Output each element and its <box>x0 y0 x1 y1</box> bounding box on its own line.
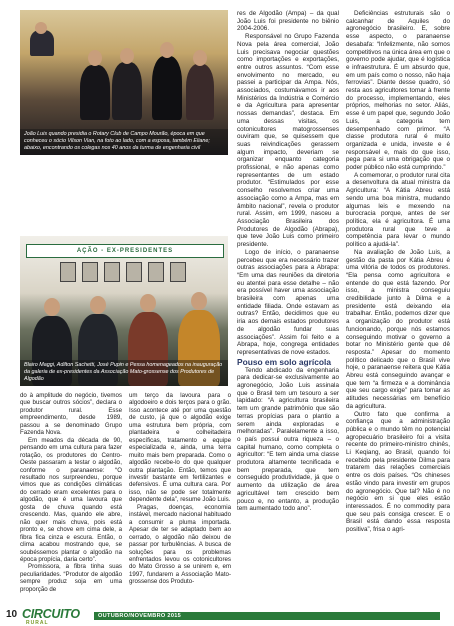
article-column-3 <box>237 10 339 513</box>
photo-caption: João Luis quando presidia o Rotary Club de Campo Mourão, época em que conheceu o sócio Vilson Vian, na foto ao lado, com a esposa, também Eliane; abaixo, encontrando os colegas nos 40 anos da turma de engenharia civil <box>20 129 228 155</box>
paragraph: Pragas, doenças, economia instável, mercado nacional habituado a consumir a pluma importada. Apesar de ter se adaptado bem ao cerrado, o algodão não deixou de passar por turbulências. A busca de soluções para os problemas enfrentados levou os cotonicultores do Mato Grosso a se unirem e, em 1997, fundarem a Associação Mato-grossense dos Produto- <box>129 503 231 586</box>
page-footer <box>0 606 454 626</box>
photo-banner: AÇÃO - EX-PRESIDENTES <box>26 244 224 258</box>
paragraph: Logo de início, o paranaense percebeu que era necessário trazer outras associações para a Abrapa: “Em uma das reuniões da diretoria eu atentei para esse detalhe – não era possível haver uma associação brasileira com apenas uma entidade filiada. Onde estavam as outras? Então, decidimos que eu iria aos demais estados produtores de algodão fundar suas associações”. Assim foi feito e a Abrapa, hoje, congrega entidades representativas de nove estados. <box>237 248 339 356</box>
portrait-frame <box>148 262 164 282</box>
photo-figure <box>80 65 110 120</box>
paragraph: do à amplitude do negócio, tivemos que buscar outros sócios”, declara o produtor rural. Esse empreendimento, desde 1989, passou a se denominado Grupo Fazenda Nova. <box>20 392 122 437</box>
photo-caption: Blairo Maggi, Adilton Sachetti, José Pupin e Pessa homenageados na inauguração da galeria de ex-presidentes da Associação Mato-grossense dos Produtores de Algodão <box>20 360 228 386</box>
paragraph: um terço da lavoura para o algodoeiro e dois terços para o grão. Isso acontece até por uma questão de custo, já que o algodão exige uma estrutura bem própria, com plantadeira e colheitadeira específicas, tratamento e equipe especializada e, ainda, uma terra muito mais bem preparada. Como o algodão recebe-lo do que qualquer outra plantação. Então, temos que investir bastante em fertilizantes e defensivos. É uma cultura cara. Por isso, não se pode ser totalmente dependente dela”, resume João Luis. <box>129 392 231 504</box>
paragraph: Na avaliação de João Luis, a gestão da pasta por Kátia Abreu é uma vitória de todos os produtores. “Ela pensa como agricultora e entende do que está fazendo. Por isso, a ministra conseguiu credibilidade junto à Dilma e a presidente está deixando ela trabalhar. Então, podemos dizer que a organização do produtor está funcionando, porque nós estamos conseguindo motivar o governo a botar no Ministério gente que dê resposta.” Apesar do momento político delicado que o Brasil vive hoje, o paranaense reitera que Kátia Abreu está conseguindo avançar e que tem “a firmeza e a dominância que seu cargo exige” para tomar as atitudes necessárias em benefício da agricultura. <box>346 248 450 410</box>
paragraph: Deficiências estruturais são o calcanhar de Aquiles do agronegócio brasileiro. E, sobre esse aspecto, o paranaense desabafa: “Infelizmente, não somos competitivos na única área em que o governo pode ajudar, que é logística e infraestrutura. É um absurdo que, em um país como o nosso, não haja ferrovias”. Diante desse quadro, só resta aos agricultores tomar à frente do processo, implementando, eles próprios, melhorias no setor. Aliás, esse é um papel que, segundo João Luis, a categoria tem desempenhado com primor. “A classe produtora rural é muito organizada e unida, investe e é responsável e, mais do que isso, pega para si uma obrigação que o poder público não está cumprindo.” <box>346 10 450 172</box>
logo-subtext: RURAL <box>26 620 49 626</box>
logo-text: CIRCUITO <box>22 607 80 621</box>
paragraph: Promissora, a fibra tinha suas peculiaridades. “Produtor de algodão sempre produz soja em uma proporção de <box>20 563 122 593</box>
paragraph: Outro fato que confirma a confiança que a administração pública e o mundo têm no potencial agropecuário brasileiro foi a visita recente do primeiro-ministro chinês, Li Keqiang, ao Brasil, quando foi recebido pela presidente Dilma para tratarem das relações comerciais entre os dois países. “Os chineses estão vindo para investir em grupos do agronegócio. Que tal? Não é no negócio em si que eles estão interessados. É no commodity para que seu país consiga crescer. E o Brasil está dando essa resposta positiva”, frisa o agri- <box>346 410 450 534</box>
paragraph: Responsável no Grupo Fazenda Nova pela área comercial, João Luis precisava negociar questões como importações e exportações, entre outros assuntos. “Com esse envolvimento no mercado, eu passei a participar da Ampa. Nós, associados, costumávamos ir aos Ministérios da Indústria e Comércio e da Agricultura para apresentar nossas demandas”, destaca. Em uma dessas visitas, os cotonicultores matogrossenses ouviram que, se quisessem que suas reivindicações gerassem algum impacto, deveriam se organizar enquanto categoria profissional, e não apenas como representantes de um estado produtor. “Estimulados por esse conselho resolvemos criar uma associação como a Ampa, mas em âmbito nacional”, revela o produtor rural. Assim, em 1999, nasceu a Associação Brasileira dos Produtores de Algodão (Abrapa), que teve João Luis como primeiro presidente. <box>237 33 339 249</box>
paragraph: A comemorar, o produtor rural cita a desenvoltura da atual ministra da Agricultura: “A Kátia Abreu está sendo uma boa ministra, mudando algumas leis e mexendo na burocracia porque, antes de ser política, ela é agricultora. É uma produtora rural que teve a competência para levar o mundo político a ajudá-la”. <box>346 171 450 249</box>
portrait-frame <box>104 262 120 282</box>
edition-date: OUTUBRO/NOVEMBRO 2015 <box>98 613 182 619</box>
portrait-frame <box>82 262 98 282</box>
portrait-frame <box>170 262 186 282</box>
photo-rotary <box>20 10 228 155</box>
photo-figure <box>112 62 142 120</box>
photo-face <box>120 48 134 64</box>
magazine-logo <box>22 607 80 626</box>
photo-face <box>44 298 60 316</box>
article-column-4 <box>346 10 450 534</box>
photo-face <box>191 292 207 310</box>
photo-face <box>160 42 174 58</box>
article-column-2 <box>129 392 231 586</box>
photo-face <box>88 50 102 66</box>
photo-ex-presidents <box>20 236 228 386</box>
section-subheading: Pouso em solo agrícola <box>237 356 332 367</box>
paragraph: Tendo abdicado da engenharia para dedicar-se exclusivamente ao agronegócio, João Luis assinala que o Brasil tem um tesouro a ser lapidado: “A agricultura brasileira tem um grande patrimônio que são terras propícias para o plantio a serem ainda exploradas e melhoradas”. Paralelamente a isso, o país possui outra riqueza – o capital humano, como completa o agricultor: “E tem ainda uma classe produtora altamente tecnificada e bem preparada, que tem conseguido produtividade, já que o aumento da utilização de área agricultável tem crescido bem pouco e, no entanto, a produção tem aumentado todo ano”. <box>237 366 339 513</box>
article-column-1 <box>20 392 122 593</box>
photo-face <box>193 50 207 66</box>
photo-figure <box>186 64 214 120</box>
photo-face <box>90 296 106 314</box>
paragraph: Em meados da década de 90, pensando em uma cultura para fazer rotação, os produtores do Centro-Oeste passaram a testar o algodão, conforme o paranaense: “O resultado nos surpreendeu, porque vimos que as condições climáticas do cerrado eram excelentes para o algodão, que é uma lavoura que gosta de chuva quando está crescendo. Mas, quando ele abre, não quer mais chuva, pois está pronto e, se chove em cima dele, a fibra fica cinza e escura. Então, o clima acabou mostrando que, se soubéssemos plantar o algodão na época propícia, daria certo”. <box>20 436 122 563</box>
portrait-frame <box>126 262 142 282</box>
photo-figure <box>152 56 182 120</box>
portrait-frame <box>60 262 76 282</box>
page-number: 10 <box>6 609 18 620</box>
photo-face <box>140 294 156 312</box>
paragraph: res de Algodão (Ampa) – da qual João Luis foi presidente no biênio 2004-2006. <box>237 10 339 33</box>
photo-face <box>35 22 47 34</box>
